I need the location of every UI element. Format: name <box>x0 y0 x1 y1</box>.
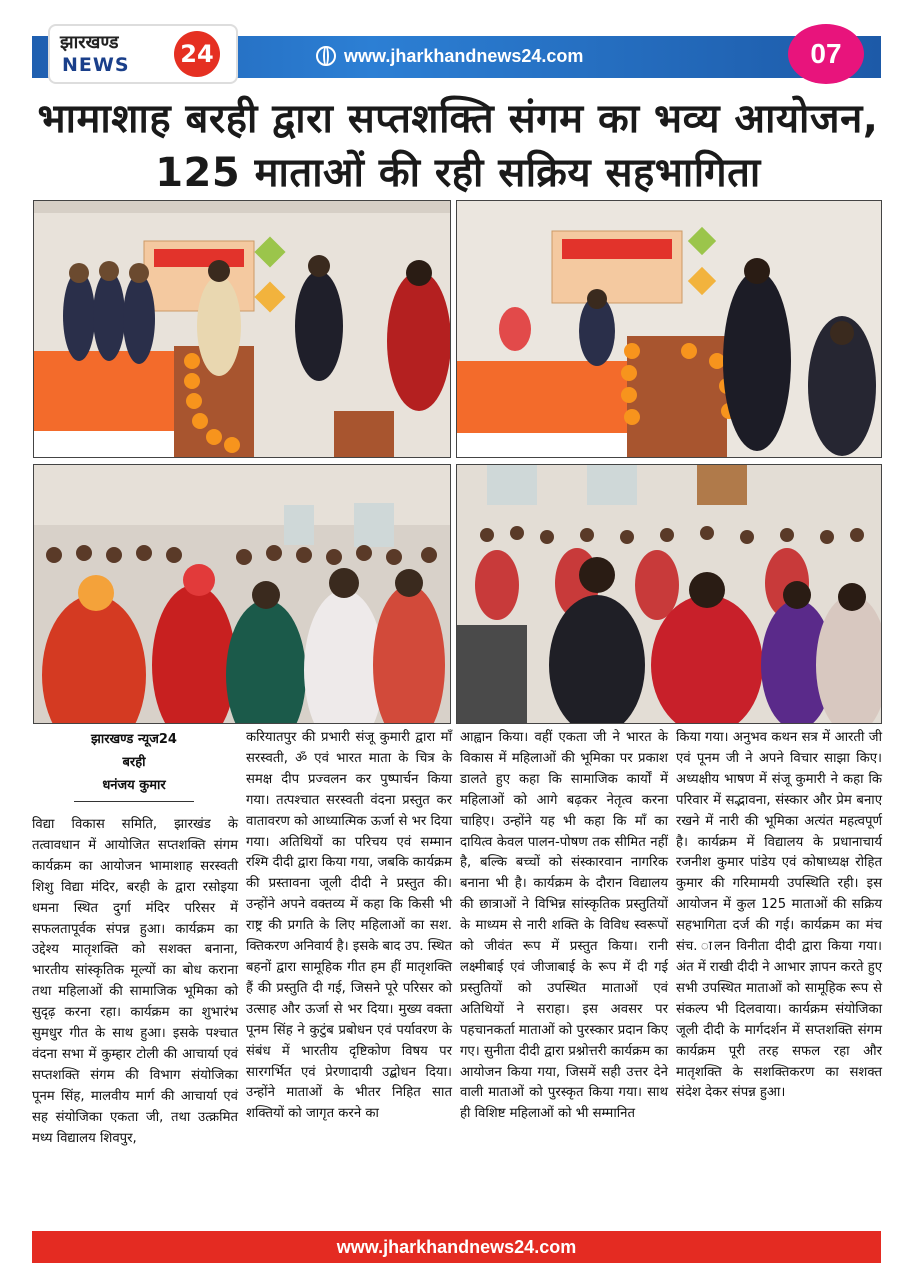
article-headline: भामाशाह बरही द्वारा सप्तशक्ति संगम का भव्य आयोजन, 125 माताओं की रही सक्रिय सहभागिता <box>37 96 879 196</box>
photo-speaker-at-podium <box>456 200 882 458</box>
photo-audience-illustration <box>34 465 450 723</box>
photo-stage-women-standing <box>33 200 451 458</box>
header-url-text: www.jharkhandnews24.com <box>344 46 584 66</box>
photo-podium-illustration <box>457 201 881 457</box>
page-number-badge: 07 <box>788 24 864 84</box>
header-website-link[interactable] <box>316 42 583 70</box>
article-column-4: किया गया। अनुभव कथन सत्र में आरती जी एवं पूनम जी ने अपने विचार साझा किए। अध्यक्षीय भाषण में संजू कुमारी ने कहा कि परिवार में सद्भावना, संस्कार और प्रेम बनाए रखने में नारी की भूमिका अत्यंत महत्वपूर्ण है। कार्यक्रम में विद्यालय के प्रधानाचार्य रजनीश कुमार पांडेय एवं कोषाध्यक्ष रोहित कुमार की गरिमामयी उपस्थिति रही। इस आयोजन में कुल 125 माताओं की सक्रिय सहभागिता दर्ज की गई। कार्यक्रम का मंच संच. ालन विनीता दीदी द्वारा किया गया। अंत में राखी दीदी ने आभार ज्ञापन करते हुए सभी उपस्थित माताओं को सामूहिक रूप से संकल्प भी दिलवाया। कार्यक्रम संयोजिका जूली दीदी के मार्गदर्शन में सप्तशक्ति संगम कार्यक्रम पूरी तरह सफल रहा और मातृशक्ति के सशक्तिकरण का सशक्त संदेश देकर संपन्न हुआ। <box>676 730 882 1101</box>
logo-text-hindi: झारखण्ड <box>60 32 119 53</box>
photo-seated-audience <box>456 464 882 724</box>
photo-audience-mothers <box>33 464 451 724</box>
jharkhand-news24-logo[interactable] <box>50 26 236 82</box>
logo-text-news: NEWS <box>62 54 130 76</box>
logo-badge-24: 24 <box>174 31 220 77</box>
article-column-2: करियातपुर की प्रभारी संजू कुमारी द्वारा माँ सरस्वती, ॐ एवं भारत माता के चित्र के समक्ष दीप प्रज्वलन कर पुष्पार्चन किया गया। तत्पश्चात सरस्वती वंदना प्रस्तुत कर वातावरण को आध्यात्मिक ऊर्जा से भर दिया गया। अतिथियों का परिचय एवं सम्मान रश्मि दीदी द्वारा किया गया, जबकि कार्यक्रम की प्रस्तावना जूली दीदी ने प्रस्तुत की। उन्होंने अपने वक्तव्य में कहा कि किसी भी राष्ट्र की प्रगति के लिए महिलाओं का सश. क्तिकरण अनिवार्य है। इसके बाद उप. स्थित बहनों द्वारा सामूहिक गीत हम हीं मातृशक्ति हैं की प्रस्तुति दी गई, जिसने पूरे परिसर को उत्साह और ऊर्जा से भर दिया। मुख्य वक्ता पूनम सिंह ने कुटुंब प्रबोधन एवं पर्यावरण के संबंध में भारतीय दृष्टिकोण विषय पर सारगर्भित एवं प्रेरणादायी उद्बोधन दिया। उन्होंने माताओं के भीतर निहित सात शक्तियों को जागृत करने का <box>246 730 453 1122</box>
byline-divider <box>74 801 194 802</box>
article-column-3: आह्वान किया। वहीं एकता जी ने भारत के विकास में महिलाओं की भूमिका पर प्रकाश डालते हुए कहा कि सामाजिक कार्यों में महिलाओं को आगे बढ़कर नेतृत्व करना चाहिए। उन्होंने यह भी कहा कि माँ का दायित्व केवल पालन-पोषण तक सीमित नहीं है, बल्कि बच्चों को संस्कारवान नागरिक बनाना भी है। कार्यक्रम के दौरान विद्यालय की छात्राओं ने विभिन्न सांस्कृतिक प्रस्तुतियों के माध्यम से नारी शक्ति के विविध स्वरूपों को जीवंत रूप में प्रस्तुत किया। रानी लक्ष्मीबाई एवं जीजाबाई के रूप में दी गई प्रस्तुतियों को उपस्थित माताओं एवं अतिथियों ने सराहा। इस अवसर पर पहचानकर्ता माताओं को पुरस्कार प्रदान किए गए। सुनीता दीदी द्वारा प्रश्नोत्तरी कार्यक्रम का आयोजन किया गया, जिसमें सही उत्तर देने वाली माताओं को पुरस्कृत किया गया। साथ ही विशिष्ट महिलाओं को भी सम्मानित <box>460 730 668 1122</box>
byline-author: धनंजय कुमार <box>102 778 166 793</box>
byline-place: बरही <box>122 755 146 770</box>
byline-source: झारखण्ड न्यूज24 <box>91 732 177 747</box>
globe-icon <box>316 46 336 66</box>
article-byline <box>32 728 236 802</box>
footer-website-link[interactable]: www.jharkhandnews24.com <box>32 1231 881 1263</box>
article-column-1: विद्या विकास समिति, झारखंड के तत्वावधान में आयोजित सप्तशक्ति संगम कार्यक्रम का आयोजन भामाशाह सरस्वती शिशु विद्या मंदिर, बरही के द्वारा रसोइया धमना स्थित दुर्गा मंदिर परिसर में सफलतापूर्वक संपन्न हुआ। कार्यक्रम का उद्देश्य मातृशक्ति को सशक्त बनाना, भारतीय सांस्कृतिक मूल्यों का बोध कराना तथा महिलाओं की सामाजिक भूमिका को सुदृढ़ करना रहा। कार्यक्रम का शुभारंभ सुमधुर गीत के साथ हुआ। इसके पश्चात वंदना सभा में कुम्हार टोली की आचार्या एवं सप्तशक्ति संगम की विभाग संयोजिका पूनम सिंह, मालवीय मार्ग की आचार्या एवं सह संयोजिका एकता जी, तथा उत्क्रमित मध्य विद्यालय शिवपुर, <box>32 817 238 1146</box>
photo-stage-illustration <box>34 201 450 457</box>
photo-seated-illustration <box>457 465 881 723</box>
